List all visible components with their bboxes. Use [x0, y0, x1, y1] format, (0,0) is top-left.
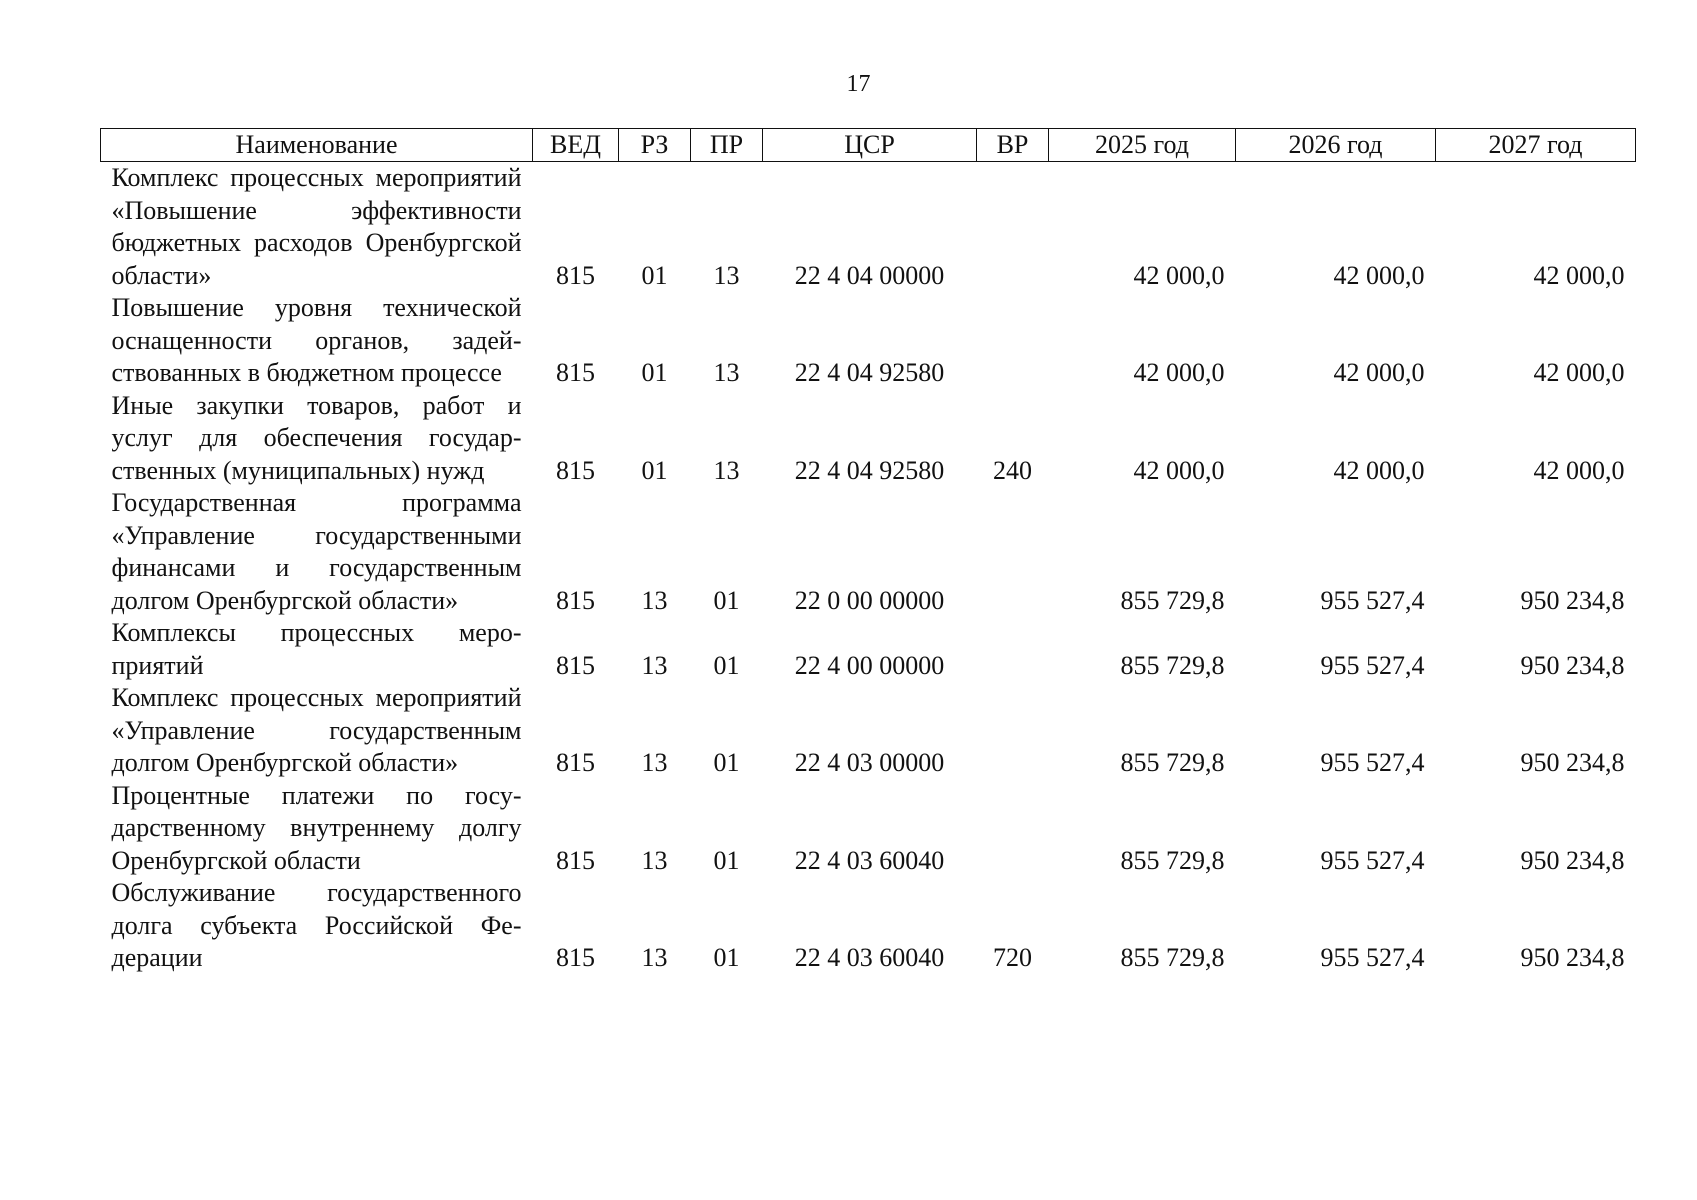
row-2025: 42 000,0 [1133, 455, 1225, 485]
row-2025: 855 729,8 [1120, 748, 1225, 777]
row-pr: 13 [713, 455, 740, 485]
row-rz: 13 [641, 748, 668, 777]
header-row [101, 129, 1636, 162]
row-2026: 42 000,0 [1333, 455, 1425, 485]
page-number [0, 70, 1697, 98]
row-2025: 855 729,8 [1120, 585, 1225, 615]
row-vr [977, 487, 1049, 617]
row-ved: 815 [556, 748, 595, 777]
row-2027: 950 234,8 [1520, 650, 1625, 680]
row-2026: 955 527,4 [1320, 585, 1425, 615]
row-ved: 815 [556, 943, 595, 972]
row-name: Государственная программа «Управление государственными финансами и государственным долгом Оренбургской области» [111, 488, 522, 615]
table-row [101, 780, 1636, 878]
row-csr: 22 4 03 00000 [794, 748, 945, 777]
row-2025: 42 000,0 [1133, 260, 1225, 290]
row-2027: 950 234,8 [1520, 943, 1625, 972]
row-csr: 22 4 04 92580 [794, 358, 945, 387]
row-ved: 815 [556, 845, 595, 875]
row-csr: 22 4 04 00000 [794, 260, 945, 290]
row-name: Комплекс процессных мероприятий «Повышение эффективности бюджетных расходов Оренбургской области» [111, 163, 522, 290]
row-vr [977, 617, 1049, 682]
table-row [101, 390, 1636, 488]
header-2027: 2027 год [1436, 129, 1636, 162]
row-pr: 13 [713, 358, 740, 387]
row-vr [977, 780, 1049, 878]
row-2026: 42 000,0 [1333, 358, 1425, 387]
row-csr: 22 0 00 00000 [794, 585, 945, 615]
row-pr: 01 [713, 845, 740, 875]
row-2026: 955 527,4 [1320, 650, 1425, 680]
header-pr: ПР [691, 129, 763, 162]
row-2025: 855 729,8 [1120, 845, 1225, 875]
row-ved: 815 [556, 260, 595, 290]
row-2027: 950 234,8 [1520, 585, 1625, 615]
row-ved: 815 [556, 455, 595, 485]
header-vr: ВР [977, 129, 1049, 162]
row-rz: 01 [641, 358, 668, 387]
row-2026: 42 000,0 [1333, 260, 1425, 290]
row-pr: 13 [713, 260, 740, 290]
header-ved: ВЕД [533, 129, 619, 162]
row-ved: 815 [556, 358, 595, 387]
row-2026: 955 527,4 [1320, 748, 1425, 777]
row-rz: 01 [641, 260, 668, 290]
row-2025: 855 729,8 [1120, 650, 1225, 680]
table-row [101, 162, 1636, 293]
row-pr: 01 [713, 650, 740, 680]
header-name: Наименование [101, 129, 533, 162]
row-2025: 42 000,0 [1133, 358, 1225, 387]
row-rz: 13 [641, 650, 668, 680]
row-2026: 955 527,4 [1320, 943, 1425, 972]
row-name: Иные закупки товаров, работ и услуг для обеспечения государственных (муниципальных) нужд [111, 390, 522, 485]
row-csr: 22 4 00 00000 [794, 650, 945, 680]
row-rz: 01 [641, 455, 668, 485]
header-2026: 2026 год [1236, 129, 1436, 162]
row-vr: 240 [993, 455, 1032, 485]
row-ved: 815 [556, 585, 595, 615]
row-name: Комплексы процессных мероприятий [111, 618, 522, 680]
table-row [101, 682, 1636, 780]
row-rz: 13 [641, 943, 668, 972]
row-2026: 955 527,4 [1320, 845, 1425, 875]
row-2027: 42 000,0 [1533, 358, 1625, 387]
header-csr: ЦСР [763, 129, 977, 162]
row-vr [977, 682, 1049, 780]
row-pr: 01 [713, 943, 740, 972]
table-row [101, 487, 1636, 617]
row-csr: 22 4 04 92580 [794, 455, 945, 485]
header-rz: РЗ [619, 129, 691, 162]
table-row [101, 617, 1636, 682]
row-pr: 01 [713, 748, 740, 777]
row-pr: 01 [713, 585, 740, 615]
row-name: Процентные платежи по государственному внутреннему долгу Оренбургской области [111, 780, 522, 875]
row-rz: 13 [641, 585, 668, 615]
row-vr [977, 162, 1049, 293]
row-name: Повышение уровня технической оснащенности органов, задействованных в бюджетном процессе [111, 293, 522, 387]
row-ved: 815 [556, 650, 595, 680]
row-2027: 42 000,0 [1533, 260, 1625, 290]
page-number-text: 17 [846, 71, 871, 97]
table-row [101, 292, 1636, 390]
row-csr: 22 4 03 60040 [794, 845, 945, 875]
row-2027: 42 000,0 [1533, 455, 1625, 485]
row-2027: 950 234,8 [1520, 748, 1625, 777]
row-name: Обслуживание государственного долга субъекта Российской Федерации [111, 878, 522, 972]
row-name: Комплекс процессных мероприятий «Управление государственным долгом Оренбургской области» [111, 683, 522, 777]
header-2025: 2025 год [1049, 129, 1236, 162]
row-rz: 13 [641, 845, 668, 875]
row-2027: 950 234,8 [1520, 845, 1625, 875]
table-header [101, 129, 1636, 162]
row-vr: 720 [993, 943, 1032, 972]
row-csr: 22 4 03 60040 [794, 943, 945, 972]
budget-table [100, 128, 1636, 975]
row-2025: 855 729,8 [1120, 943, 1225, 972]
table-row [101, 877, 1636, 975]
table-body [101, 162, 1636, 975]
row-vr [977, 292, 1049, 390]
